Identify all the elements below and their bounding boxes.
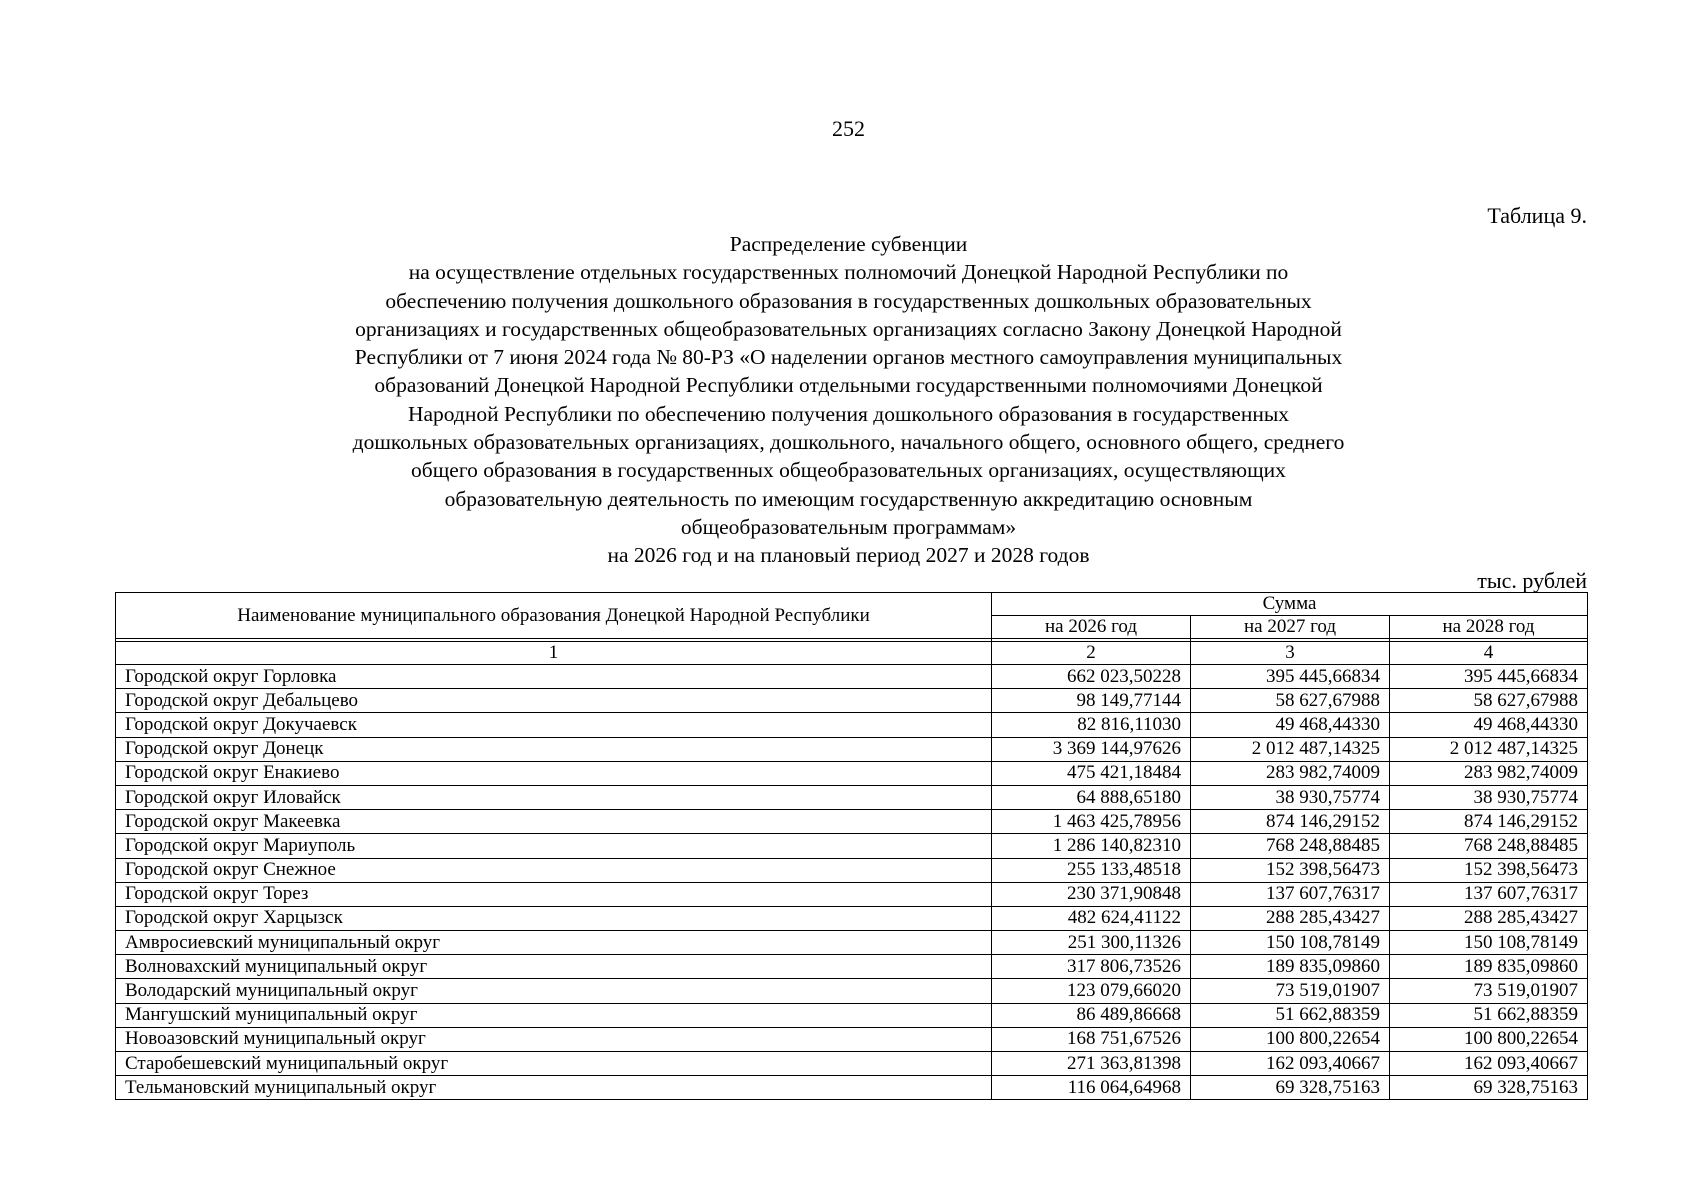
title-line: Народной Республики по обеспечению получения дошкольного образования в государственных [407, 401, 1290, 426]
municipality-name: Городской округ Торез [116, 882, 992, 906]
value-2026: 662 023,50228 [992, 665, 1191, 689]
value-2026: 317 806,73526 [992, 955, 1191, 979]
value-2028: 150 108,78149 [1390, 931, 1588, 955]
value-2027: 58 627,67988 [1191, 689, 1390, 713]
municipality-name: Городской округ Донецк [116, 737, 992, 761]
value-2027: 288 285,43427 [1191, 906, 1390, 930]
value-2028: 395 445,66834 [1390, 665, 1588, 689]
subvention-table [115, 592, 1588, 1100]
value-2028: 49 468,44330 [1390, 713, 1588, 737]
column-number-row [116, 642, 1588, 665]
value-2028: 768 248,88485 [1390, 834, 1588, 858]
value-2027: 162 093,40667 [1191, 1052, 1390, 1076]
value-2027: 51 662,88359 [1191, 1003, 1390, 1027]
value-2027: 152 398,56473 [1191, 858, 1390, 882]
value-2027: 49 468,44330 [1191, 713, 1390, 737]
table-row [116, 1003, 1588, 1027]
value-2026: 482 624,41122 [992, 906, 1191, 930]
value-2028: 58 627,67988 [1390, 689, 1588, 713]
value-2026: 1 463 425,78956 [992, 810, 1191, 834]
value-2027: 189 835,09860 [1191, 955, 1390, 979]
value-2027: 100 800,22654 [1191, 1027, 1390, 1051]
page-number: 252 [832, 116, 865, 141]
municipality-name: Городской округ Снежное [116, 858, 992, 882]
header-sum: Сумма [992, 593, 1588, 616]
value-2026: 255 133,48518 [992, 858, 1191, 882]
value-2028: 73 519,01907 [1390, 979, 1588, 1003]
units-label: тыс. рублей [1477, 568, 1587, 593]
value-2028: 137 607,76317 [1390, 882, 1588, 906]
title-line: образовательную деятельность по имеющим государственную аккредитацию основным [444, 486, 1253, 511]
value-2026: 123 079,66020 [992, 979, 1191, 1003]
value-2028: 283 982,74009 [1390, 761, 1588, 785]
value-2028: 69 328,75163 [1390, 1076, 1588, 1100]
value-2026: 475 421,18484 [992, 761, 1191, 785]
header-year-2026: на 2026 год [992, 616, 1191, 639]
title-line: дошкольных образовательных организациях, дошкольного, начального общего, основного общего, среднего [352, 430, 1345, 455]
title-line: на осуществление отдельных государственных полномочий Донецкой Народной Республики по [408, 260, 1289, 285]
header-year-2027: на 2027 год [1191, 616, 1390, 639]
title-line: общего образования в государственных общеобразовательных организациях, осуществляющих [411, 458, 1286, 483]
value-2027: 150 108,78149 [1191, 931, 1390, 955]
table-row [116, 858, 1588, 882]
municipality-name: Городской округ Енакиево [116, 761, 992, 785]
municipality-name: Тельмановский муниципальный округ [116, 1076, 992, 1100]
table-label: Таблица 9. [1487, 203, 1587, 228]
column-number: 3 [1191, 642, 1390, 665]
municipality-name: Новоазовский муниципальный округ [116, 1027, 992, 1051]
value-2026: 251 300,11326 [992, 931, 1191, 955]
value-2027: 137 607,76317 [1191, 882, 1390, 906]
table-row [116, 689, 1588, 713]
table-row [116, 931, 1588, 955]
municipality-name: Городской округ Докучаевск [116, 713, 992, 737]
table-row [116, 906, 1588, 930]
header-municipality: Наименование муниципального образования Донецкой Народной Республики [116, 593, 992, 639]
title-line: обеспечению получения дошкольного образования в государственных дошкольных образовательных [385, 288, 1312, 313]
value-2028: 38 930,75774 [1390, 785, 1588, 809]
title-line: на 2026 год и на плановый период 2027 и 2028 годов [607, 543, 1090, 568]
column-number: 2 [992, 642, 1191, 665]
value-2028: 51 662,88359 [1390, 1003, 1588, 1027]
value-2028: 162 093,40667 [1390, 1052, 1588, 1076]
municipality-name: Старобешевский муниципальный округ [116, 1052, 992, 1076]
table-row [116, 810, 1588, 834]
title-line: организациях и государственных общеобразовательных организациях согласно Закону Донецкой Народной [355, 316, 1342, 341]
value-2026: 86 489,86668 [992, 1003, 1191, 1027]
table-row [116, 834, 1588, 858]
municipality-name: Волновахский муниципальный округ [116, 955, 992, 979]
title-line: Распределение субвенции [729, 232, 968, 256]
table-row [116, 665, 1588, 689]
table-row [116, 785, 1588, 809]
municipality-name: Городской округ Мариуполь [116, 834, 992, 858]
title-line: Республики от 7 июня 2024 года № 80-РЗ «О наделении органов местного самоуправления муниципальных [354, 345, 1343, 370]
value-2026: 116 064,64968 [992, 1076, 1191, 1100]
table-row [116, 713, 1588, 737]
table-row [116, 955, 1588, 979]
value-2027: 768 248,88485 [1191, 834, 1390, 858]
column-number: 1 [116, 642, 992, 665]
value-2026: 3 369 144,97626 [992, 737, 1191, 761]
column-number: 4 [1390, 642, 1588, 665]
value-2028: 874 146,29152 [1390, 810, 1588, 834]
table-row [116, 979, 1588, 1003]
value-2027: 874 146,29152 [1191, 810, 1390, 834]
value-2028: 2 012 487,14325 [1390, 737, 1588, 761]
value-2027: 69 328,75163 [1191, 1076, 1390, 1100]
value-2028: 100 800,22654 [1390, 1027, 1588, 1051]
value-2026: 1 286 140,82310 [992, 834, 1191, 858]
table-row [116, 1076, 1588, 1100]
municipality-name: Городской округ Горловка [116, 665, 992, 689]
value-2026: 64 888,65180 [992, 785, 1191, 809]
value-2026: 271 363,81398 [992, 1052, 1191, 1076]
header-year-2028: на 2028 год [1390, 616, 1588, 639]
table-row [116, 737, 1588, 761]
value-2028: 189 835,09860 [1390, 955, 1588, 979]
municipality-name: Володарский муниципальный округ [116, 979, 992, 1003]
municipality-name: Городской округ Дебальцево [116, 689, 992, 713]
value-2027: 283 982,74009 [1191, 761, 1390, 785]
municipality-name: Городской округ Харцызск [116, 906, 992, 930]
table-row [116, 761, 1588, 785]
municipality-name: Мангушский муниципальный округ [116, 1003, 992, 1027]
value-2026: 168 751,67526 [992, 1027, 1191, 1051]
municipality-name: Городской округ Макеевка [116, 810, 992, 834]
value-2026: 82 816,11030 [992, 713, 1191, 737]
municipality-name: Амвросиевский муниципальный округ [116, 931, 992, 955]
value-2027: 38 930,75774 [1191, 785, 1390, 809]
table-row [116, 882, 1588, 906]
value-2027: 395 445,66834 [1191, 665, 1390, 689]
value-2026: 98 149,77144 [992, 689, 1191, 713]
title-line: общеобразовательным программам» [680, 514, 1017, 539]
title-line: образований Донецкой Народной Республики отдельными государственными полномочиями Донецкой [374, 373, 1323, 398]
document-title [250, 230, 1447, 570]
table-row [116, 1027, 1588, 1051]
value-2028: 288 285,43427 [1390, 906, 1588, 930]
municipality-name: Городской округ Иловайск [116, 785, 992, 809]
value-2027: 73 519,01907 [1191, 979, 1390, 1003]
table-body [116, 639, 1588, 1100]
table-row [116, 1052, 1588, 1076]
value-2026: 230 371,90848 [992, 882, 1191, 906]
value-2028: 152 398,56473 [1390, 858, 1588, 882]
value-2027: 2 012 487,14325 [1191, 737, 1390, 761]
